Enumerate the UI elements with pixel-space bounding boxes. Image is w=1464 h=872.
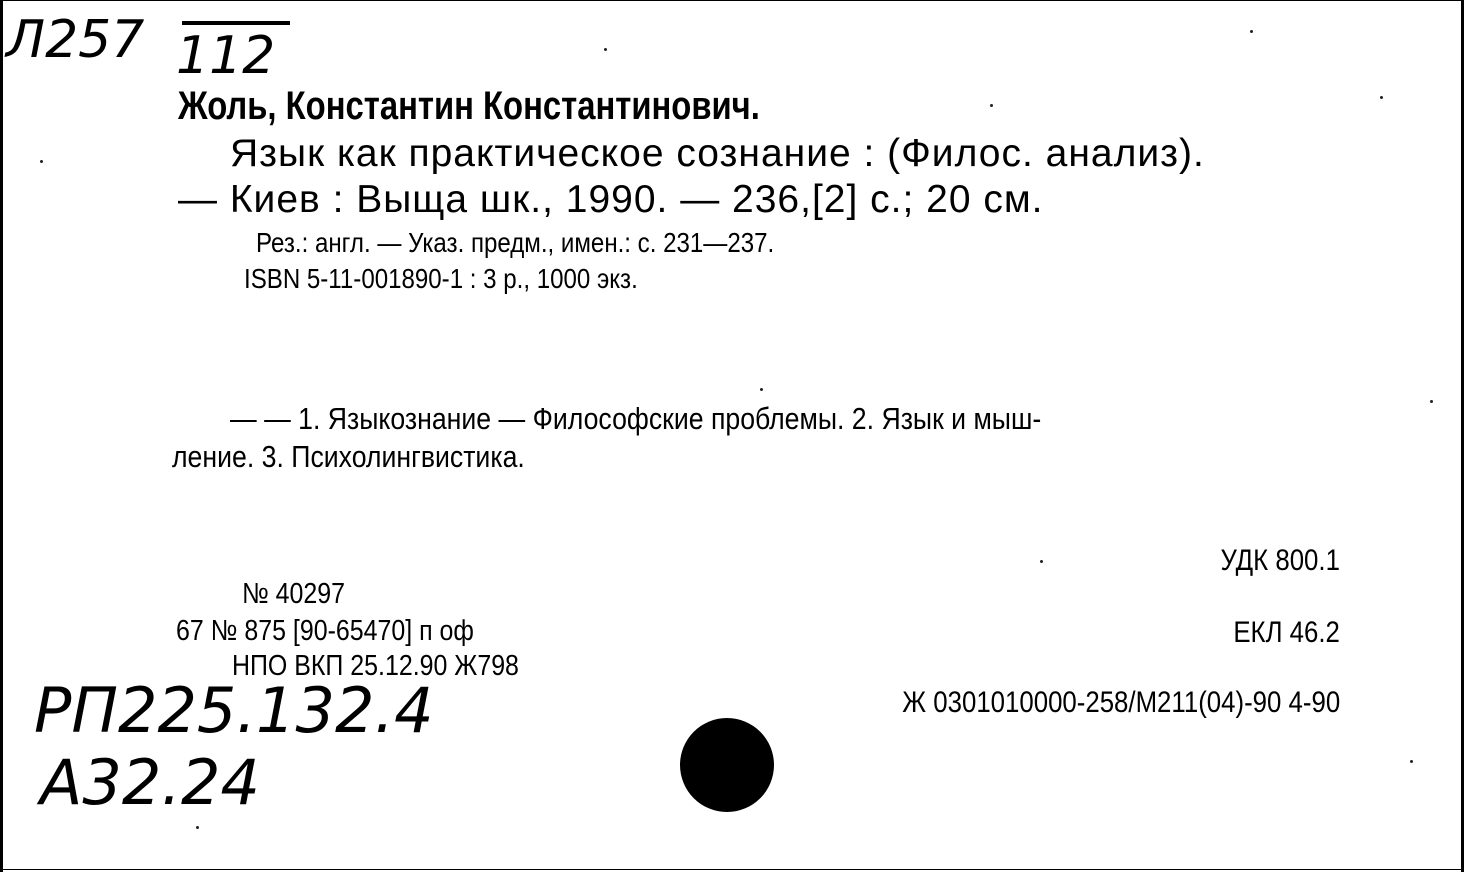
punch-hole xyxy=(680,718,774,812)
zh-code: Ж 0301010000-258/М211(04)-90 4-90 xyxy=(902,686,1340,719)
entry-imprint: — Киев : Выща шк., 1990. — 236,[2] с.; 20 см. xyxy=(178,178,1044,221)
ekl-code: ЕКЛ 46.2 xyxy=(1233,616,1340,649)
entry-author: Жоль, Константин Константинович. xyxy=(178,84,760,128)
scan-speck xyxy=(1040,560,1043,563)
scan-speck xyxy=(1410,760,1413,763)
handwritten-mark-bottom-2: А32.24 xyxy=(40,746,260,819)
printer-line: НПО ВКП 25.12.90 Ж798 xyxy=(232,650,519,682)
entry-title: Язык как практическое сознание : (Филос. анализ). xyxy=(230,132,1205,175)
scan-speck xyxy=(40,160,43,163)
handwritten-mark-bottom-1: РП225.132.4 xyxy=(34,674,434,747)
udk-code: УДК 800.1 xyxy=(1220,544,1340,577)
order-line: 67 № 875 [90-65470] п оф xyxy=(176,615,474,647)
card-edge-left xyxy=(0,0,3,872)
entry-isbn: ISBN 5-11-001890-1 : 3 р., 1000 экз. xyxy=(244,263,638,294)
subjects-line-2: ление. 3. Психолингвистика. xyxy=(172,439,525,474)
scan-speck xyxy=(196,826,199,829)
scan-speck xyxy=(1380,96,1383,99)
overline-mark xyxy=(182,21,290,25)
scan-speck xyxy=(760,388,763,391)
handwritten-mark-top-a: Л257 xyxy=(6,10,145,70)
handwritten-mark-top-b: 112 xyxy=(176,26,276,86)
card-number: № 40297 xyxy=(242,578,346,610)
subjects-line-1: — — 1. Языкознание — Философские проблемы. 2. Язык и мыш- xyxy=(230,401,1042,436)
scan-speck xyxy=(990,104,993,107)
scan-speck xyxy=(1430,400,1433,403)
scan-speck xyxy=(604,48,607,51)
scan-speck xyxy=(1250,30,1253,33)
entry-notes: Рез.: англ. — Указ. предм., имен.: с. 231—237. xyxy=(256,227,775,258)
